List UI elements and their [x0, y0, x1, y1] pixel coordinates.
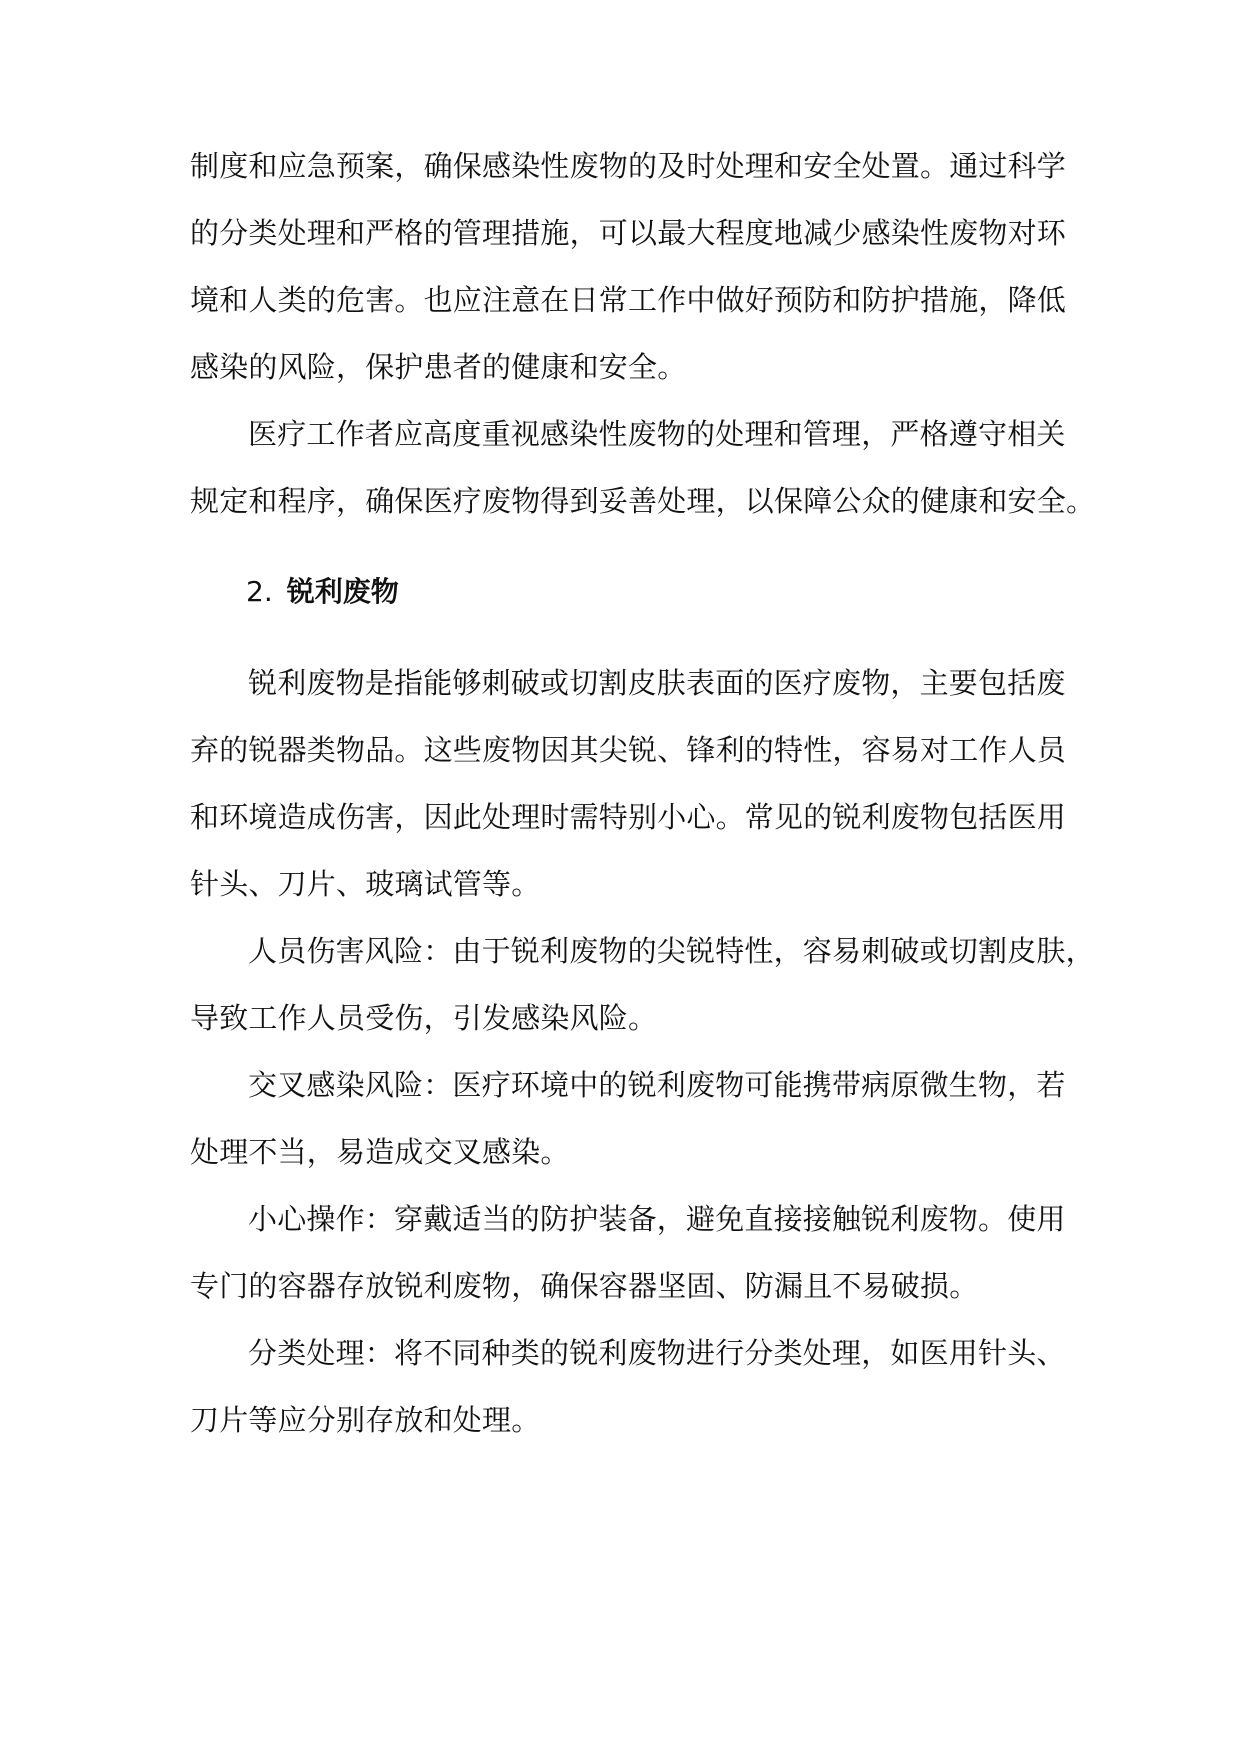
- section-number: 2.: [246, 575, 273, 608]
- paragraph-line: 感染的风险，保护患者的健康和安全。: [190, 350, 687, 384]
- paragraph-line: 制度和应急预案，确保感染性废物的及时处理和安全处置。通过科学: [190, 149, 1067, 183]
- paragraph-line: 和环境造成伤害，因此处理时需特别小心。常见的锐利废物包括医用: [190, 800, 1067, 834]
- paragraph-line: 人员伤害风险：由于锐利废物的尖锐特性，容易刺破或切割皮肤，: [248, 934, 1095, 968]
- paragraph-line: 针头、刀片、玻璃试管等。: [190, 867, 541, 901]
- paragraph-line: 规定和程序，确保医疗废物得到妥善处理，以保障公众的健康和安全。: [190, 484, 1096, 518]
- paragraph-line: 弃的锐器类物品。这些废物因其尖锐、锋利的特性，容易对工作人员: [190, 733, 1067, 767]
- paragraph-line: 的分类处理和严格的管理措施，可以最大程度地减少感染性废物对环: [190, 216, 1067, 250]
- paragraph-line: 小心操作：穿戴适当的防护装备，避免直接接触锐利废物。使用: [248, 1202, 1066, 1236]
- paragraph-line: 境和人类的危害。也应注意在日常工作中做好预防和防护措施，降低: [190, 283, 1067, 317]
- paragraph-line: 刀片等应分别存放和处理。: [190, 1403, 541, 1437]
- paragraph-line: 医疗工作者应高度重视感染性废物的处理和管理，严格遵守相关: [248, 417, 1066, 451]
- paragraph-line: 分类处理：将不同种类的锐利废物进行分类处理，如医用针头、: [248, 1336, 1066, 1370]
- paragraph-line: 专门的容器存放锐利废物，确保容器坚固、防漏且不易破损。: [190, 1269, 979, 1303]
- section-title: 锐利废物: [286, 575, 399, 608]
- paragraph-line: 导致工作人员受伤，引发感染风险。: [190, 1001, 658, 1035]
- paragraph-line: 交叉感染风险：医疗环境中的锐利废物可能携带病原微生物，若: [248, 1068, 1066, 1102]
- section-heading: [246, 572, 399, 612]
- paragraph-line: 锐利废物是指能够刺破或切割皮肤表面的医疗废物，主要包括废: [248, 666, 1066, 700]
- paragraph-line: 处理不当，易造成交叉感染。: [190, 1135, 570, 1169]
